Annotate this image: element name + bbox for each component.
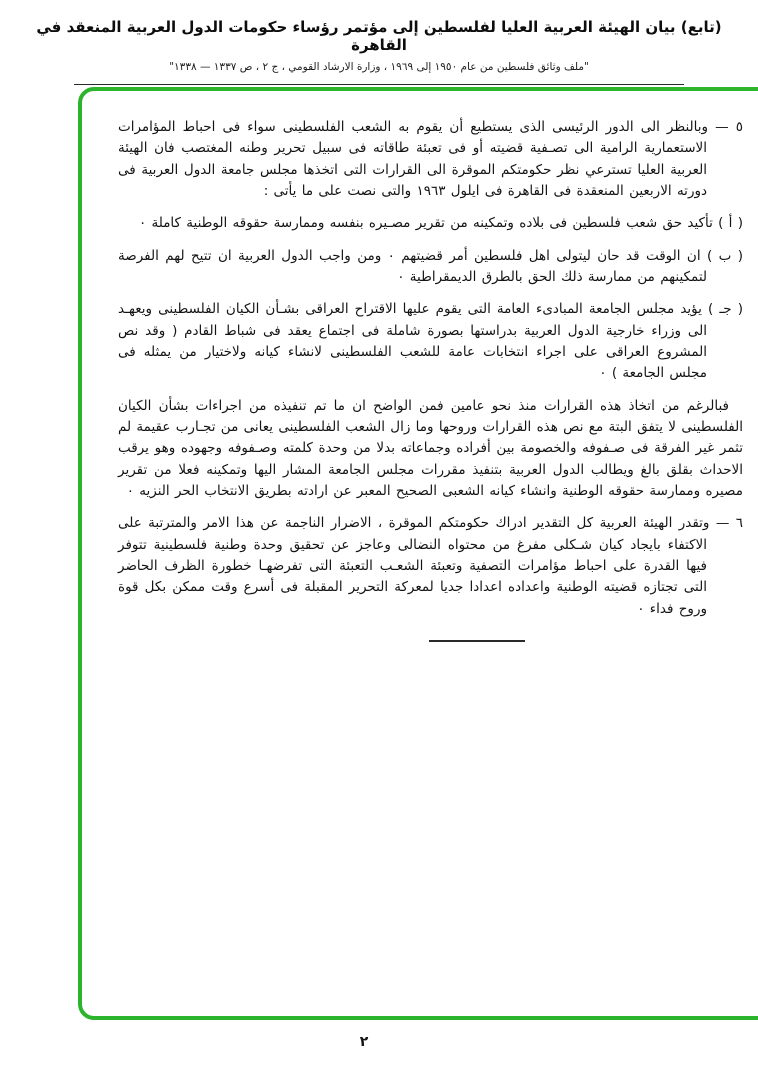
paragraph-clause-6: ٦ — وتقدر الهيئة العربية كل التقدير ادراك حكومتكم الموقرة ، الاضرار الناجمة عن هذا الامر والمترتبة على الاكتفاء بايجاد كيان شـكلى مفرغ من محتواه النضالى وعاجز عن تحقيق وحدة وطنية فلسطينية تتوفر فيها القدرة على احباط مؤامرات التصفية وتعبئة الشعـب التعبئة التى تفرضهـا خطورة الظرف الحاضر التى تجتازه قضيته الوطنية واعداده اعدادا جديا لمعركة التحرير المقبلة فى أسرع وقت ممكن بكل قوة وروح فداء ٠ [118, 515, 743, 617]
document-header [0, 0, 758, 85]
paragraph-point-j: ( جـ ) يؤيد مجلس الجامعة المبادىء العامة التى يقوم عليها الاقتراح العراقى بشـأن الكيان الفلسطينى ويعهـد الى وزراء خارجية الدول العربية بدراستها بصورة شاملة فى اجتماع يعقد فى شباط القادم ( وقد نص المشروع العراقى على اجراء انتخابات عامة للشعب الفلسطينى لانشاء كيانه ولاختيار من يمثله فى مجلس الجامعة ) ٠ [118, 301, 743, 382]
page-number: ٢ [359, 1034, 369, 1050]
paragraph-point-a: ( أ ) تأكيد حق شعب فلسطين فى بلاده وتمكينه من تقرير مصـيره بنفسه وممارسة حقوقه الوطنية كاملة ٠ [138, 215, 743, 232]
paragraph-point-b: ( ب ) ان الوقت قد حان ليتولى اهل فلسطين أمر قضيتهم ٠ ومن واجب الدول العربية ان تتيح لهم الفرصة لتمكينهم من ممارسة ذلك الحق بالطرق الديمقراطية ٠ [118, 247, 743, 285]
header-divider [74, 84, 684, 85]
document-title: (تابع) بيان الهيئة العربية العليا لفلسطين إلى مؤتمر رؤساء حكومات الدول العربية المنعقد في القاهرة [36, 18, 722, 54]
source-citation: "ملف وثائق فلسطين من عام ١٩٥٠ إلى ١٩٦٩ ، وزارة الارشاد القومي ، ج ٢ ، ص ١٣٣٧ — ١٣٣٨" [169, 61, 589, 73]
green-border-frame [78, 87, 758, 1020]
paragraph-commentary: فبالرغم من اتخاذ هذه القرارات منذ نحو عامين فمن الواضح ان ما تم تنفيذه من اجراءات بشأن الكيان الفلسطينى لا يتفق البتة مع نص هذه القرارات وروحها وما زال الشعب الفلسطينى يعانى من تجـارب عقيمة لم تثمر غير الفرقة فى صـفوفه والخصومة بين أفراده وجماعاته بدلا من وحدة كلمته وصـفوفه وجهوده وهو يرقب الاحداث بقلق بالغ ويطالب الدول العربية بتنفيذ مقررات مجلس الجامعة المشار اليها وتمكينه فعلا من تقرير مصيره وممارسة حقوقه الوطنية وانشاء كيانه الشعبى الصحيح المعبر عن ارادته بطريق الانتخاب الحر النزيه ٠ [118, 397, 743, 499]
end-of-text-dash [429, 640, 525, 642]
paragraph-clause-5: ٥ — وبالنظر الى الدور الرئيسى الذى يستطيع أن يقوم به الشعب الفلسطينى سواء فى احباط المؤامرات الاستعمارية الرامية الى تصـفية قضيته أو فى تعبئة طاقاته فى سبيل تحرير وطنه المغتصب فان الهيئة العربية العليا تسترعي نظر حكومتكم الموقرة الى القرارات التى اتخذها مجلس جامعة الدول العربية فى دورته الاربعين المنعقدة فى القاهرة فى ايلول ١٩٦٣ والتى نصت على ما يأتى : [118, 119, 743, 199]
